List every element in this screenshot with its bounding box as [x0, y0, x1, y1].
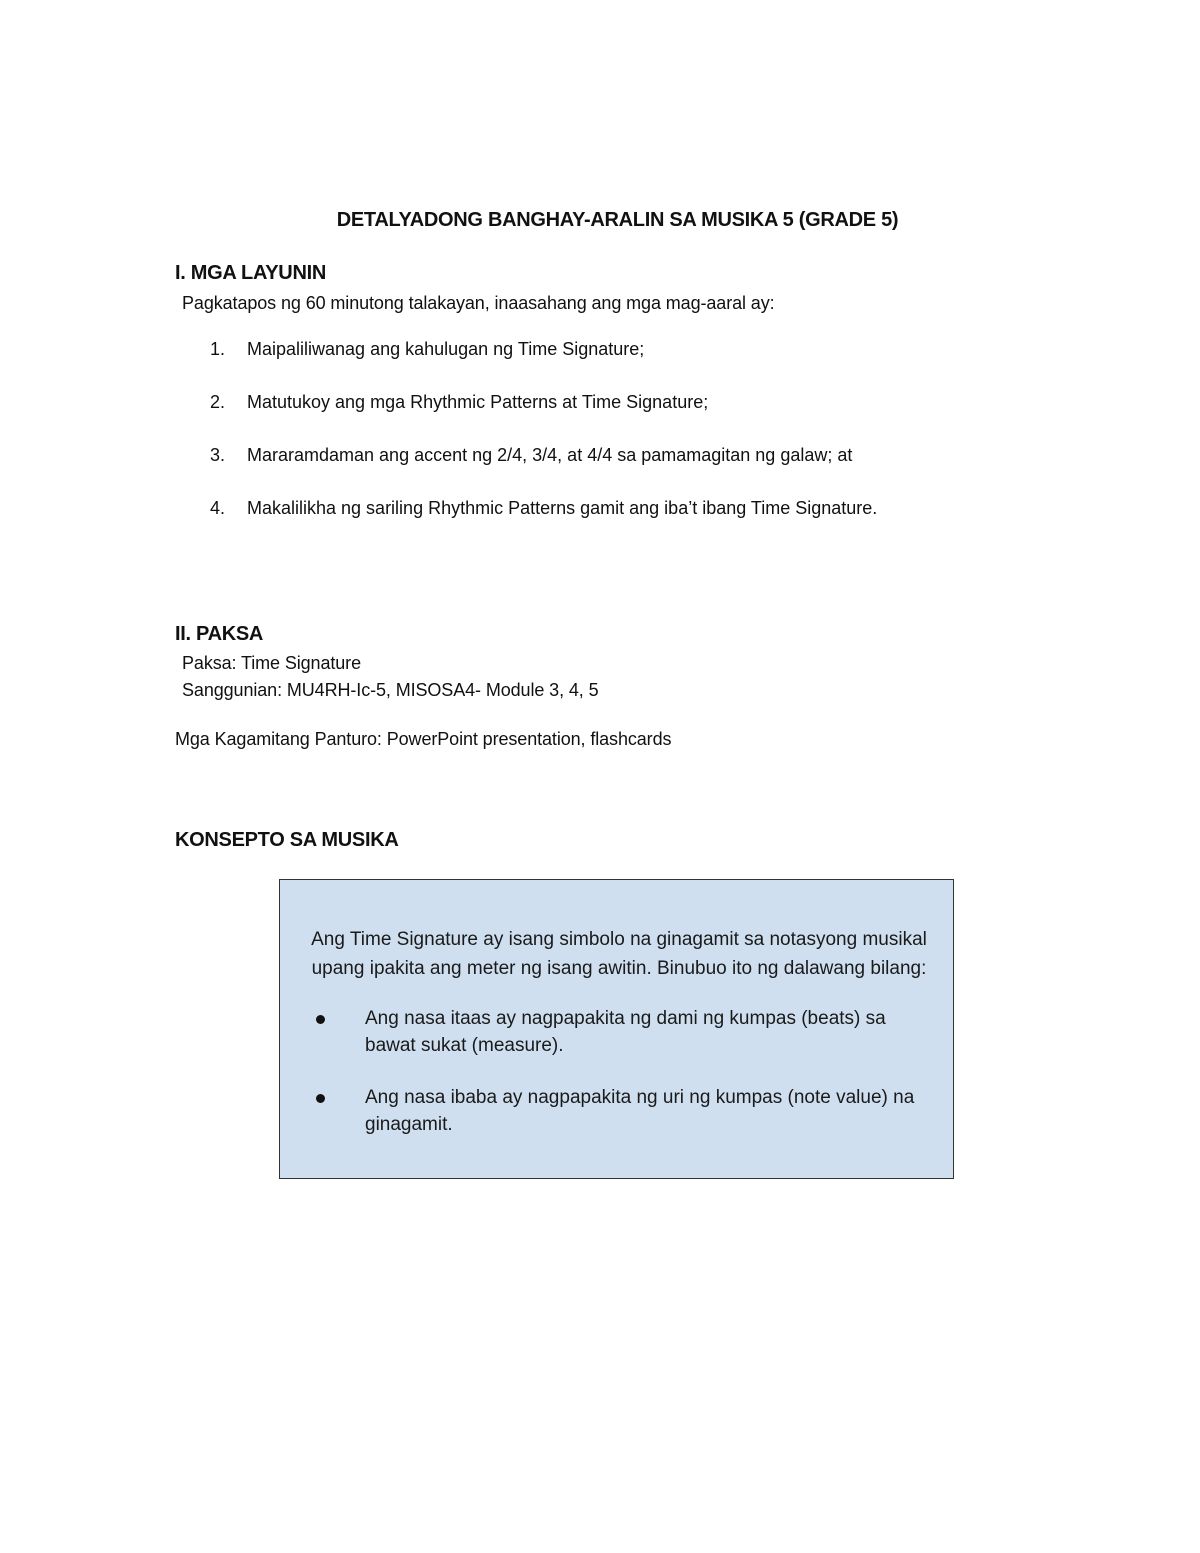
objective-number: 2.	[210, 392, 226, 412]
objective-text: Matutukoy ang mga Rhythmic Patterns at Time Signature;	[247, 392, 709, 412]
concept-bullet-text: Ang nasa itaas ay nagpapakita ng dami ng kumpas (beats) sa bawat sukat (measure).	[365, 1008, 886, 1056]
concept-bullet-text: Ang nasa ibaba ay nagpapakita ng uri ng kumpas (note value) na ginagamit.	[365, 1087, 915, 1135]
objective-text: Maipaliliwanag ang kahulugan ng Time Signature;	[247, 339, 645, 359]
section-heading-layunin: I. MGA LAYUNIN	[175, 262, 326, 284]
concept-box	[279, 879, 954, 1179]
objective-number: 4.	[210, 498, 226, 518]
objective-text: Makalilikha ng sariling Rhythmic Patterns gamit ang iba’t ibang Time Signature.	[247, 498, 878, 518]
objective-text: Mararamdaman ang accent ng 2/4, 3/4, at 4/4 sa pamamagitan ng galaw; at	[247, 445, 853, 465]
section-heading-paksa: II. PAKSA	[175, 623, 264, 645]
concept-intro: Ang Time Signature ay isang simbolo na ginagamit sa notasyong musikal upang ipakita ang meter ng isang awitin. Binubuo ito ng dalawang bilang:	[311, 929, 927, 979]
paksa-line: Paksa: Time Signature	[182, 653, 361, 673]
section-heading-konsepto: KONSEPTO SA MUSIKA	[175, 829, 399, 851]
objective-number: 1.	[210, 339, 226, 359]
bullet-icon	[316, 1094, 325, 1103]
sanggunian-line: Sanggunian: MU4RH-Ic-5, MISOSA4- Module 3, 4, 5	[182, 680, 599, 700]
kagamitan-line: Mga Kagamitang Panturo: PowerPoint presentation, flashcards	[175, 729, 672, 749]
document-title: DETALYADONG BANGHAY-ARALIN SA MUSIKA 5 (GRADE 5)	[336, 209, 899, 231]
objective-number: 3.	[210, 445, 226, 465]
layunin-intro: Pagkatapos ng 60 minutong talakayan, inaasahang ang mga mag-aaral ay:	[182, 293, 775, 313]
bullet-icon	[316, 1015, 325, 1024]
